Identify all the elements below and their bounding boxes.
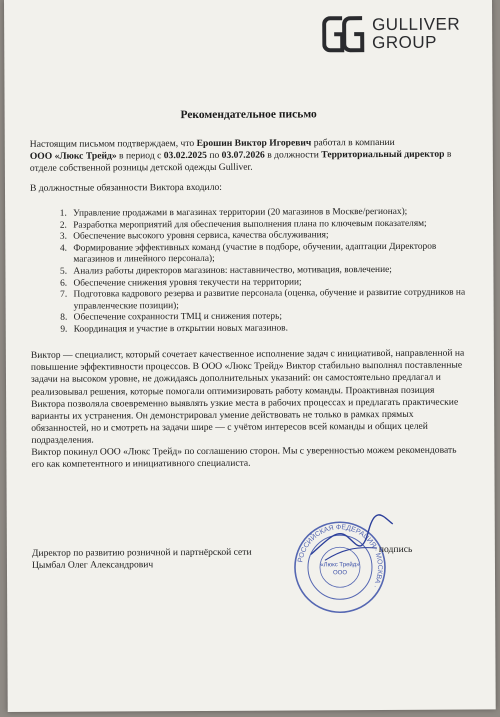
- company-logo: [322, 12, 460, 57]
- list-item: 7. Подготовка кадрового резерва и развитие персонала (оценка, обучение и развитие сотрудников на управленческие позиции);: [70, 288, 466, 313]
- logo-line2: GROUP: [372, 32, 438, 53]
- gulliver-logo-icon: [322, 12, 366, 56]
- logo-line1: GULLIVER: [371, 14, 461, 35]
- stamp-ring-text: РОССИЙСКАЯ ФЕДЕРАЦИЯ · МОСКВА ·: [297, 524, 383, 589]
- closing-paragraph: Виктор покинул ООО «Люкс Трейд» по соглашению сторон. Мы с уверенностью можем рекомендовать его как компетентного и инициативного специалиста.: [31, 444, 457, 471]
- list-item: 4. Формирование эффективных команд (участие в подборе, обучении, адаптации Директоров магазинов и линейного персонала);: [69, 241, 465, 266]
- list-item: 6. Обеспечение снижения уровня текучести на территории;: [69, 276, 465, 290]
- letter-page: [4, 0, 496, 712]
- duties-list: [57, 207, 466, 337]
- list-item: 1. Управление продажами в магазинах территории (20 магазинов в Москве/регионах);: [69, 207, 465, 221]
- signatory-name: Цымбал Олег Александрович: [31, 559, 154, 572]
- date-from: 03.02.2025: [163, 150, 207, 162]
- assessment-paragraph: Виктор — специалист, который сочетает качественное исполнение задач с инициативой, направленной на повышение эффективности процессов. В ООО «Люкс Трейд» Виктор стабильно выполнял поставленные задачи на высоком уровне, не дожидаясь дополнительных указаний: он самостоятельно предлагал и реализовывал решения, которые помогали оптимизировать работу команды. Проактивная позиция Виктора позволяла своевременно выявлять узкие места в рабочих процессах и предлагать практические варианты их устранения. Он демонстрировал умение действовать не только в рамках прямых обязанностей, но и смотреть на задачи шире — с учётом интересов всей команды и общих целей подразделения.: [30, 347, 465, 447]
- letter-title: Рекомендательное письмо: [180, 108, 317, 122]
- company-name: ООО «Люкс Трейд»: [29, 150, 117, 163]
- list-item: 3. Обеспечение высокого уровня сервиса, качества обслуживания;: [69, 230, 465, 244]
- date-to: 03.07.2026: [221, 149, 265, 162]
- list-item: 2. Разработка мероприятий для обеспечения выполнения плана по ключевым показателям;: [69, 218, 465, 232]
- signatory-title: Директор по развитию розничной и партнёрской сети: [31, 546, 252, 559]
- duties-heading: В должностные обязанности Виктора входило:: [29, 181, 222, 194]
- stamp-center-text-2: ООО: [332, 570, 348, 577]
- list-item: 5. Анализ работы директоров магазинов: наставничество, мотивация, вовлечение;: [69, 265, 465, 279]
- stamp-center-text: «Люкс Трейд»: [320, 562, 360, 569]
- position-title: Территориальный директор: [321, 148, 445, 161]
- signature-label: подпись: [378, 543, 413, 556]
- signature-icon: [307, 510, 397, 570]
- list-item: 8. Обеспечение сохранности ТМЦ и снижения потерь;: [70, 311, 466, 325]
- intro-paragraph: Настоящим письмом подтверждаем, что Ерошин Виктор Игоревич работал в компании ООО «Люкс Трейд» в период с 03.02.2025 по 03.07.2026 в должности Территориальный директор в отделе собственной розницы детской одежды Gulliver.: [29, 136, 452, 175]
- list-item: 9. Координация и участие в открытии новых магазинов.: [70, 323, 466, 337]
- employee-name: Ерошин Виктор Игоревич: [196, 137, 312, 149]
